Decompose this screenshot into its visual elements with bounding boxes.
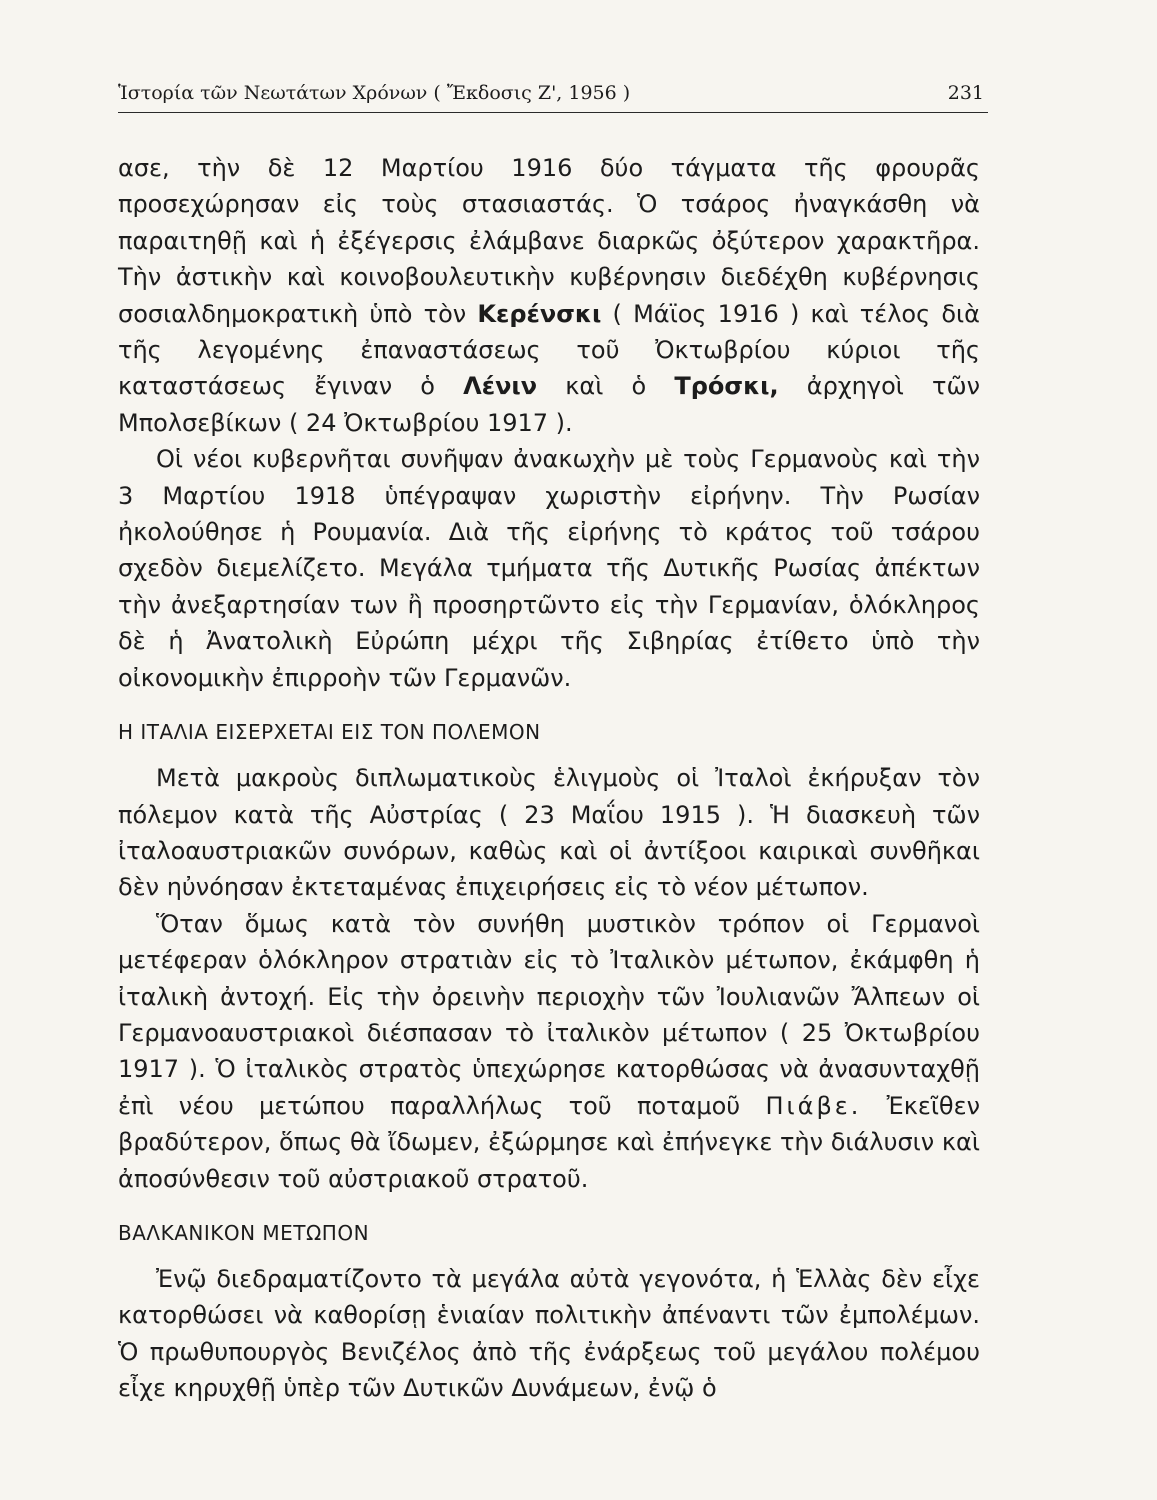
section-heading: ΒΑΛΚΑΝΙΚΟΝ ΜΕΤΩΠΟΝ (118, 1220, 370, 1245)
text-run: καὶ ὁ (537, 372, 675, 401)
person-name-trotsky: Τρόσκι, (674, 372, 779, 401)
paragraph: Μετὰ μακροὺς διπλωματικοὺς ἑλιγμοὺς οἱ Ἰταλοὶ ἐκήρυξαν τὸν πόλεμον κατὰ τῆς Αὐστρίας ( 23 Μαΐου 1915 ). Ἡ διασκευὴ τῶν ἰταλοαυστριακῶν συνόρων, καθὼς καὶ οἱ ἀντίξοοι καιρικαὶ συνθῆκαι δὲν ηὐνόησαν ἐκτεταμένας ἐπιχειρήσεις εἰς τὸ νέον μέτωπον. (118, 764, 980, 902)
section-heading: Η ΙΤΑΛΙΑ ΕΙΣΕΡΧΕΤΑΙ ΕΙΣ ΤΟΝ ΠΟΛΕΜΟΝ (118, 720, 541, 745)
text-run: ( Μάϊος 1916 ) καὶ τέλος διὰ τῆς λεγομένης ἐπαναστάσεως τοῦ Ὀκτωβρίου κύριοι τῆς καταστάσεως ἔγιναν ὁ (118, 299, 981, 401)
paragraph (118, 906, 980, 1197)
text-run: Ὅταν ὅμως κατὰ τὸν συνήθη μυστικὸν τρόπον οἱ Γερμανοὶ μετέφεραν ὁλόκληρον στρατιὰν εἰς τὸ Ἰταλικὸν μέτωπον, ἐκάμφθη ἡ ἰταλικὴ ἀντοχή. Εἰς τὴν ὀρεινὴν περιοχὴν τῶν Ἰουλιανῶν Ἄλπεων οἱ Γερμανοαυστριακοὶ διέσπασαν τὸ ἰταλικὸν μέτωπον ( 25 Ὀκτωβρίου 1917 ). Ὁ ἰταλικὸς στρατὸς ὑπεχώρησε κατορθώσας νὰ ἀνασυνταχθῇ ἐπὶ νέου μετώπου παραλλήλως τοῦ ποταμοῦ (118, 909, 980, 1120)
paragraph: Οἱ νέοι κυβερνῆται συνῆψαν ἀνακωχὴν μὲ τοὺς Γερμανοὺς καὶ τὴν 3 Μαρτίου 1918 ὑπέγραψαν χωριστὴν εἰρήνην. Τὴν Ρωσίαν ἠκολούθησε ἡ Ρουμανία. Διὰ τῆς εἰρήνης τὸ κράτος τοῦ τσάρου σχεδὸν διεμελίζετο. Μεγάλα τμήματα τῆς Δυτικῆς Ρωσίας ἀπέκτων τὴν ἀνεξαρτησίαν των ἢ προσηρτῶντο εἰς τὴν Γερμανίαν, ὁλόκληρος δὲ ἡ Ἀνατολικὴ Εὐρώπη μέχρι τῆς Σιβηρίας ἐτίθετο ὑπὸ τὴν οἰκονομικὴν ἐπιρροὴν τῶν Γερμανῶν. (118, 445, 980, 692)
text-run: ασε, τὴν δὲ 12 Μαρτίου 1916 δύο τάγματα τῆς φρουρᾶς προσεχώρησαν εἰς τοὺς στασιαστάς. Ὁ τσάρος ἠναγκάσθη νὰ παραιτηθῇ καὶ ἡ ἐξέγερσις ἐλάμβανε διαρκῶς ὀξύτερον χαρακτῆρα. Τὴν ἀστικὴν καὶ κοινοβουλευτικὴν κυβέρνησιν διεδέχθη κυβέρνησις σοσιαλδημοκρατικὴ ὑπὸ τὸν (118, 154, 980, 328)
text-run: ἀρχηγοὶ τῶν Μπολσεβίκων ( 24 Ὀκτωβρίου 1917 ). (118, 372, 980, 437)
paragraph (118, 150, 980, 441)
river-name-piave: Πιάβε. (765, 1091, 862, 1120)
page-number: 231 (947, 82, 984, 104)
page-content (118, 150, 980, 1407)
page-header (118, 82, 988, 113)
running-title: Ἱστορία τῶν Νεωτάτων Χρόνων ( Ἔκδοσις Ζ', 1956 ) (118, 82, 631, 104)
paragraph: Ἐνῷ διεδραματίζοντο τὰ μεγάλα αὐτὰ γεγονότα, ἡ Ἑλλὰς δὲν εἶχε κατορθώσει νὰ καθορίσῃ ἑνιαίαν πολιτικὴν ἀπέναντι τῶν ἐμπολέμων. Ὁ πρωθυπουργὸς Βενιζέλος ἀπὸ τῆς ἐνάρξεως τοῦ μεγάλου πολέμου εἶχε κηρυχθῇ ὑπὲρ τῶν Δυτικῶν Δυνάμεων, ἐνῷ ὁ (118, 1264, 980, 1403)
person-name-kerensky: Κερένσκι (477, 299, 602, 328)
person-name-lenin: Λένιν (463, 372, 538, 401)
text-run: Ἐκεῖθεν βραδύτερον, ὅπως θὰ ἴδωμεν, ἐξώρμησε καὶ ἐπήνεγκε τὴν διάλυσιν καὶ ἀποσύνθεσιν τοῦ αὐστριακοῦ στρατοῦ. (118, 1091, 980, 1193)
